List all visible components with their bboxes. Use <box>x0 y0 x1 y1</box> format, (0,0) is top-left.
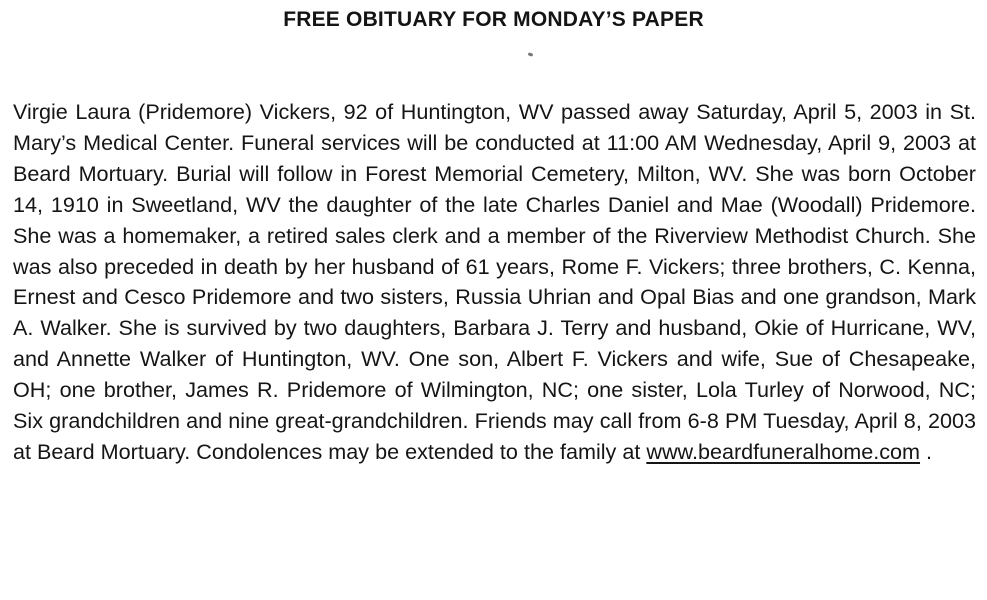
obituary-text: Virgie Laura (Pridemore) Vickers, 92 of Huntington, WV passed away Saturday, April 5, 2003 in St. Mary’s Medical Center. Funeral services will be conducted at 11:00 AM Wednesday, April 9, 2003 at Beard Mortuary. Burial will follow in Forest Memorial Cemetery, Milton, WV. She was born October 14, 1910 in Sweetland, WV the daughter of the late Charles Daniel and Mae (Woodall) Pridemore. She was a homemaker, a retired sales clerk and a member of the Riverview Methodist Church. She was also preceded in death by her husband of 61 years, Rome F. Vickers; three brothers, C. Kenna, Ernest and Cesco Pridemore and two sisters, Russia Uhrian and Opal Bias and one grandson, Mark A. Walker. She is survived by two daughters, Barbara J. Terry and husband, Okie of Hurricane, WV, and Annette Walker of Huntington, WV. One son, Albert F. Vickers and wife, Sue of Chesapeake, OH; one brother, James R. Pridemore of Wilmington, NC; one sister, Lola Turley of Norwood, NC; Six grandchildren and nine great-grandchildren. Friends may call from 6-8 PM Tuesday, April 8, 2003 at Beard Mortuary. Condolences may be extended to the family at <box>13 99 976 464</box>
scan-speck <box>528 52 534 57</box>
obituary-text-end: . <box>920 438 933 464</box>
funeral-home-link[interactable]: www.beardfuneralhome.com <box>646 438 921 464</box>
page-title: FREE OBITUARY FOR MONDAY’S PAPER <box>283 8 704 31</box>
obituary-paragraph <box>13 97 976 468</box>
